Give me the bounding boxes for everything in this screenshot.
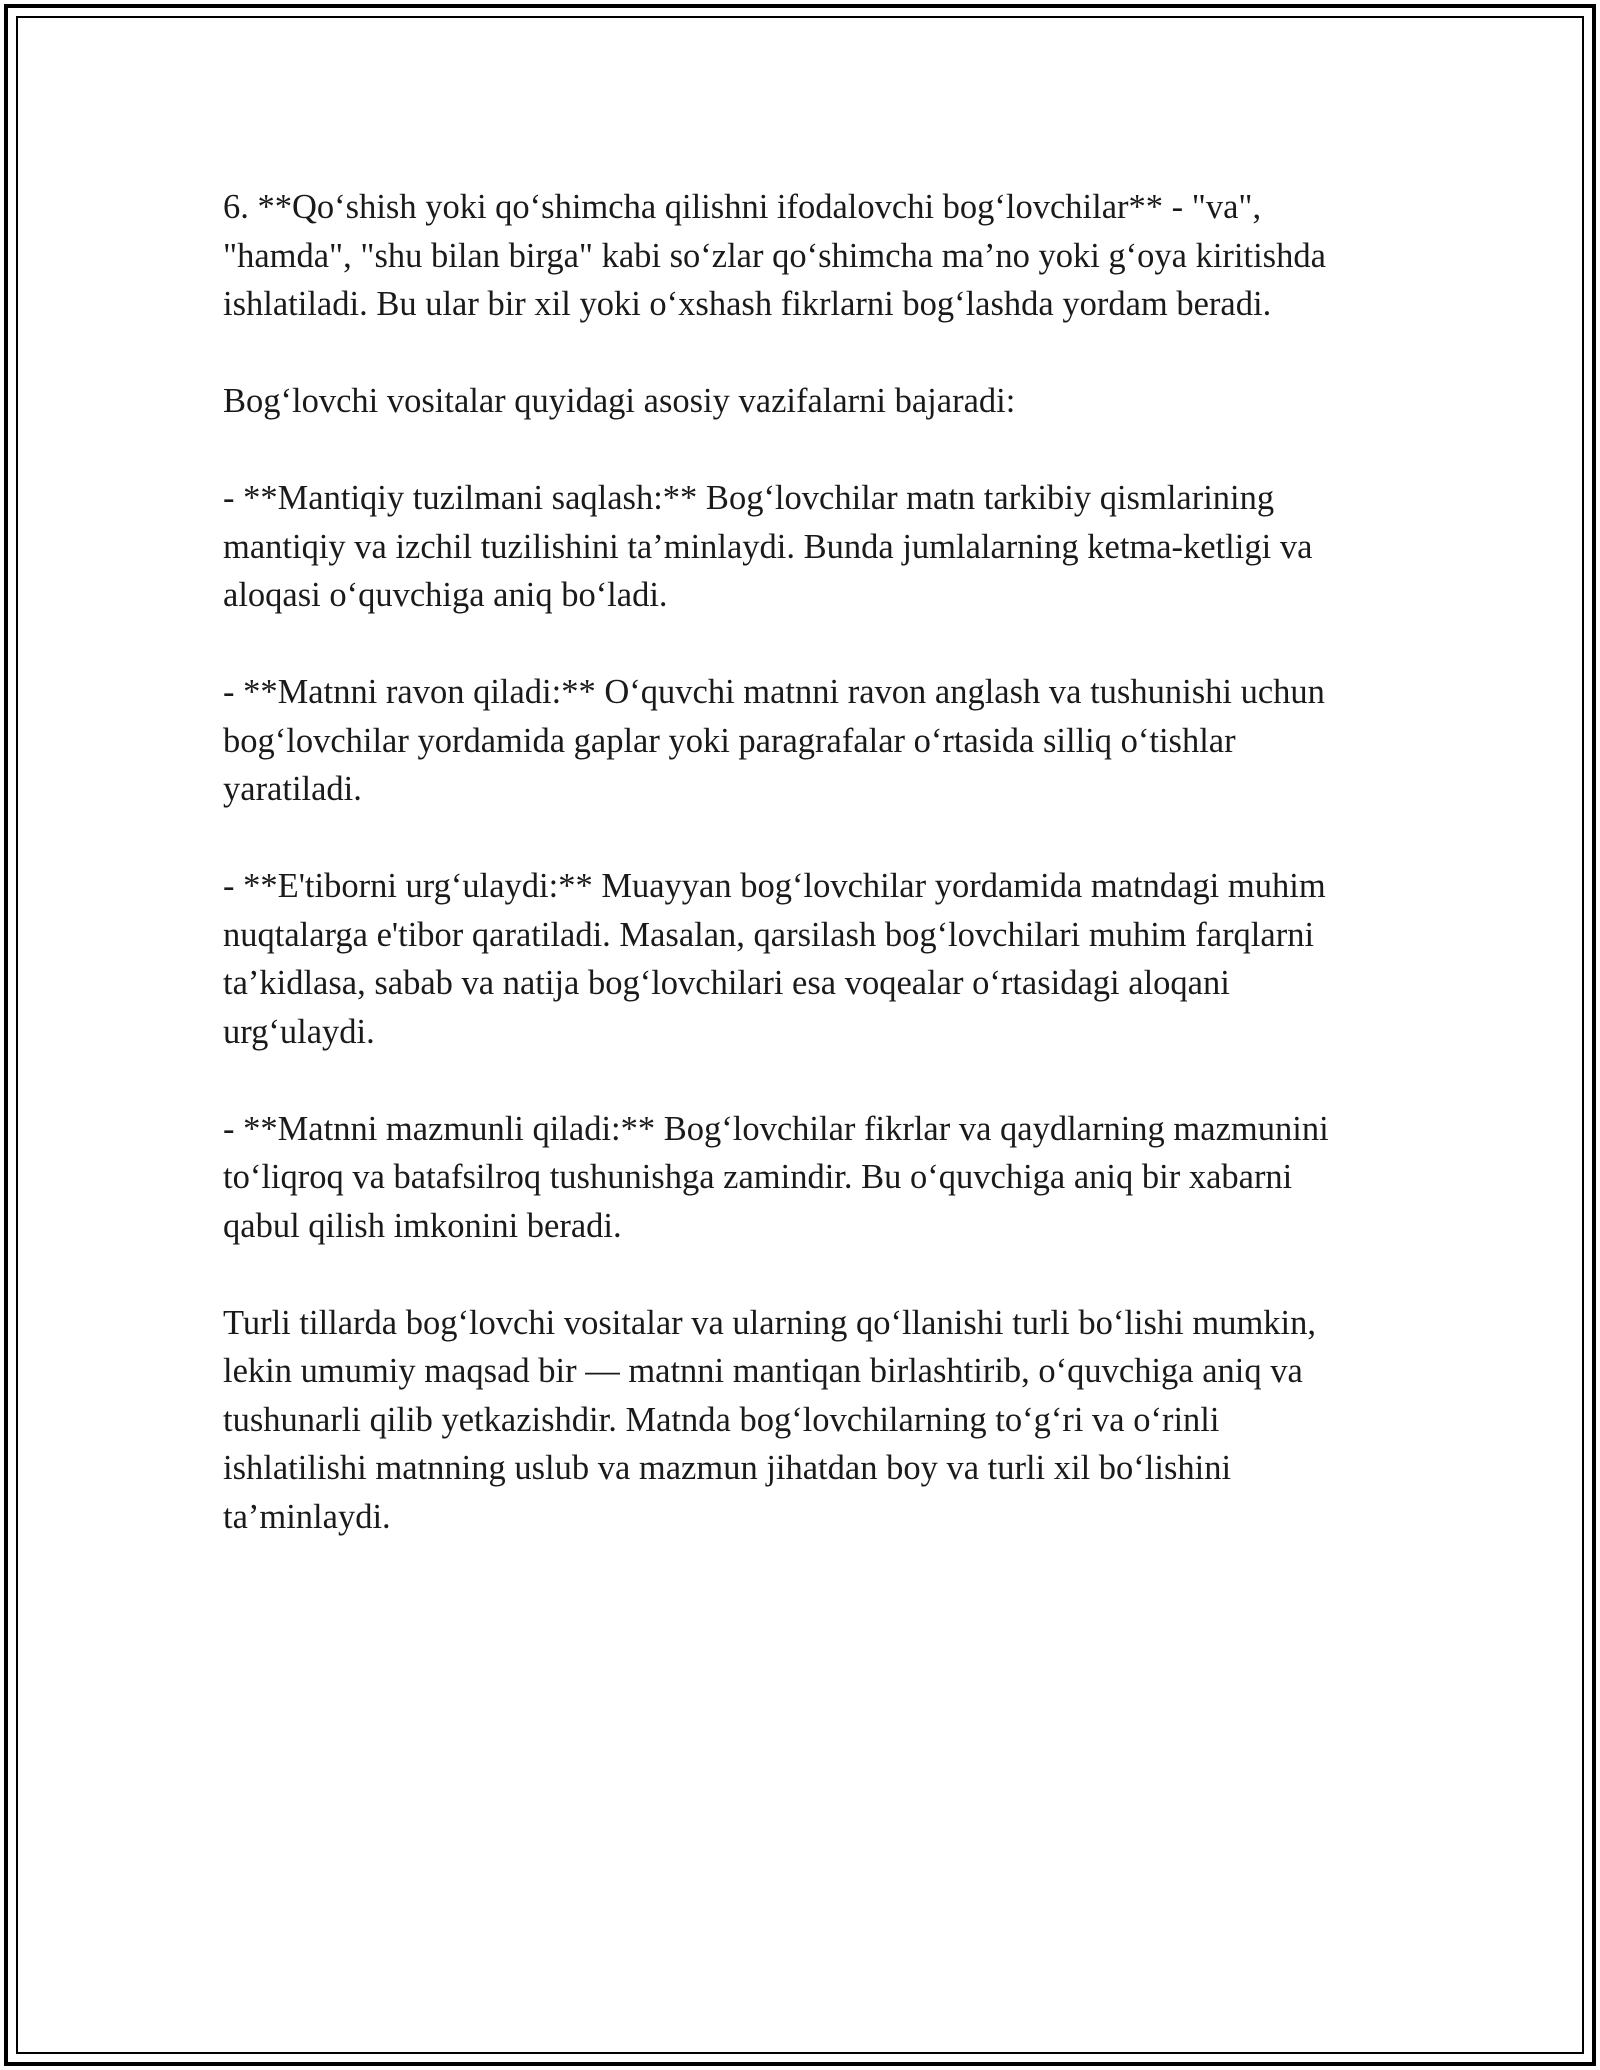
paragraph-conclusion: Turli tillarda bog‘lovchi vositalar va ularning qo‘llanishi turli bo‘lishi mumkin, lekin umumiy maqsad bir — matnni mantiqan birlashtirib, o‘quvchiga aniq va tushunarli qilib yetkazishdir. Matnda bog‘lovchilarning to‘g‘ri va o‘rinli ishlatilishi matnning uslub va mazmun jihatdan boy va turli xil bo‘lishini ta’minlaydi. bbox=[223, 1303, 1317, 1536]
paragraph-additive-conjunctions: 6. **Qo‘shish yoki qo‘shimcha qilishni ifodalovchi bog‘lovchilar** - "va", "hamda", "shu bilan birga" kabi so‘zlar qo‘shimcha ma’no yoki g‘oya kiritishda ishlatiladi. Bu ular bir xil yoki o‘xshash fikrlarni bog‘lashda yordam beradi. bbox=[223, 188, 1326, 323]
list-item-fluency: - **Matnni ravon qiladi:** O‘quvchi matnni ravon anglash va tushunishi uchun bog‘lovchilar yordamida gaplar yoki paragrafalar o‘rtasida silliq o‘tishlar yaratiladi. bbox=[223, 673, 1325, 808]
list-item-meaning: - **Matnni mazmunli qiladi:** Bog‘lovchilar fikrlar va qaydlarning mazmunini to‘liqroq va batafsilroq tushunishga zamindir. Bu o‘quvchiga aniq bir xabarni qabul qilish imkonini beradi. bbox=[223, 1109, 1329, 1245]
list-item-logical-structure: - **Mantiqiy tuzilmani saqlash:** Bog‘lovchilar matn tarkibiy qismlarining mantiqiy va izchil tuzilishini ta’minlaydi. Bunda jumlalarning ketma-ketligi va aloqasi o‘quvchiga aniq bo‘ladi. bbox=[223, 479, 1313, 614]
list-item-emphasis: - **E'tiborni urg‘ulaydi:** Muayyan bog‘lovchilar yordamida matndagi muhim nuqtalarga e'tibor qaratiladi. Masalan, qarsilash bog‘lovchilari muhim farqlarni ta’kidlasa, sabab va natija bog‘lovchilari esa voqealar o‘rtasidagi aloqani urg‘ulaydi. bbox=[223, 867, 1326, 1051]
paragraph-functions-intro: Bog‘lovchi vositalar quyidagi asosiy vazifalarni bajaradi: bbox=[223, 382, 1016, 420]
document-body bbox=[223, 183, 1363, 1590]
